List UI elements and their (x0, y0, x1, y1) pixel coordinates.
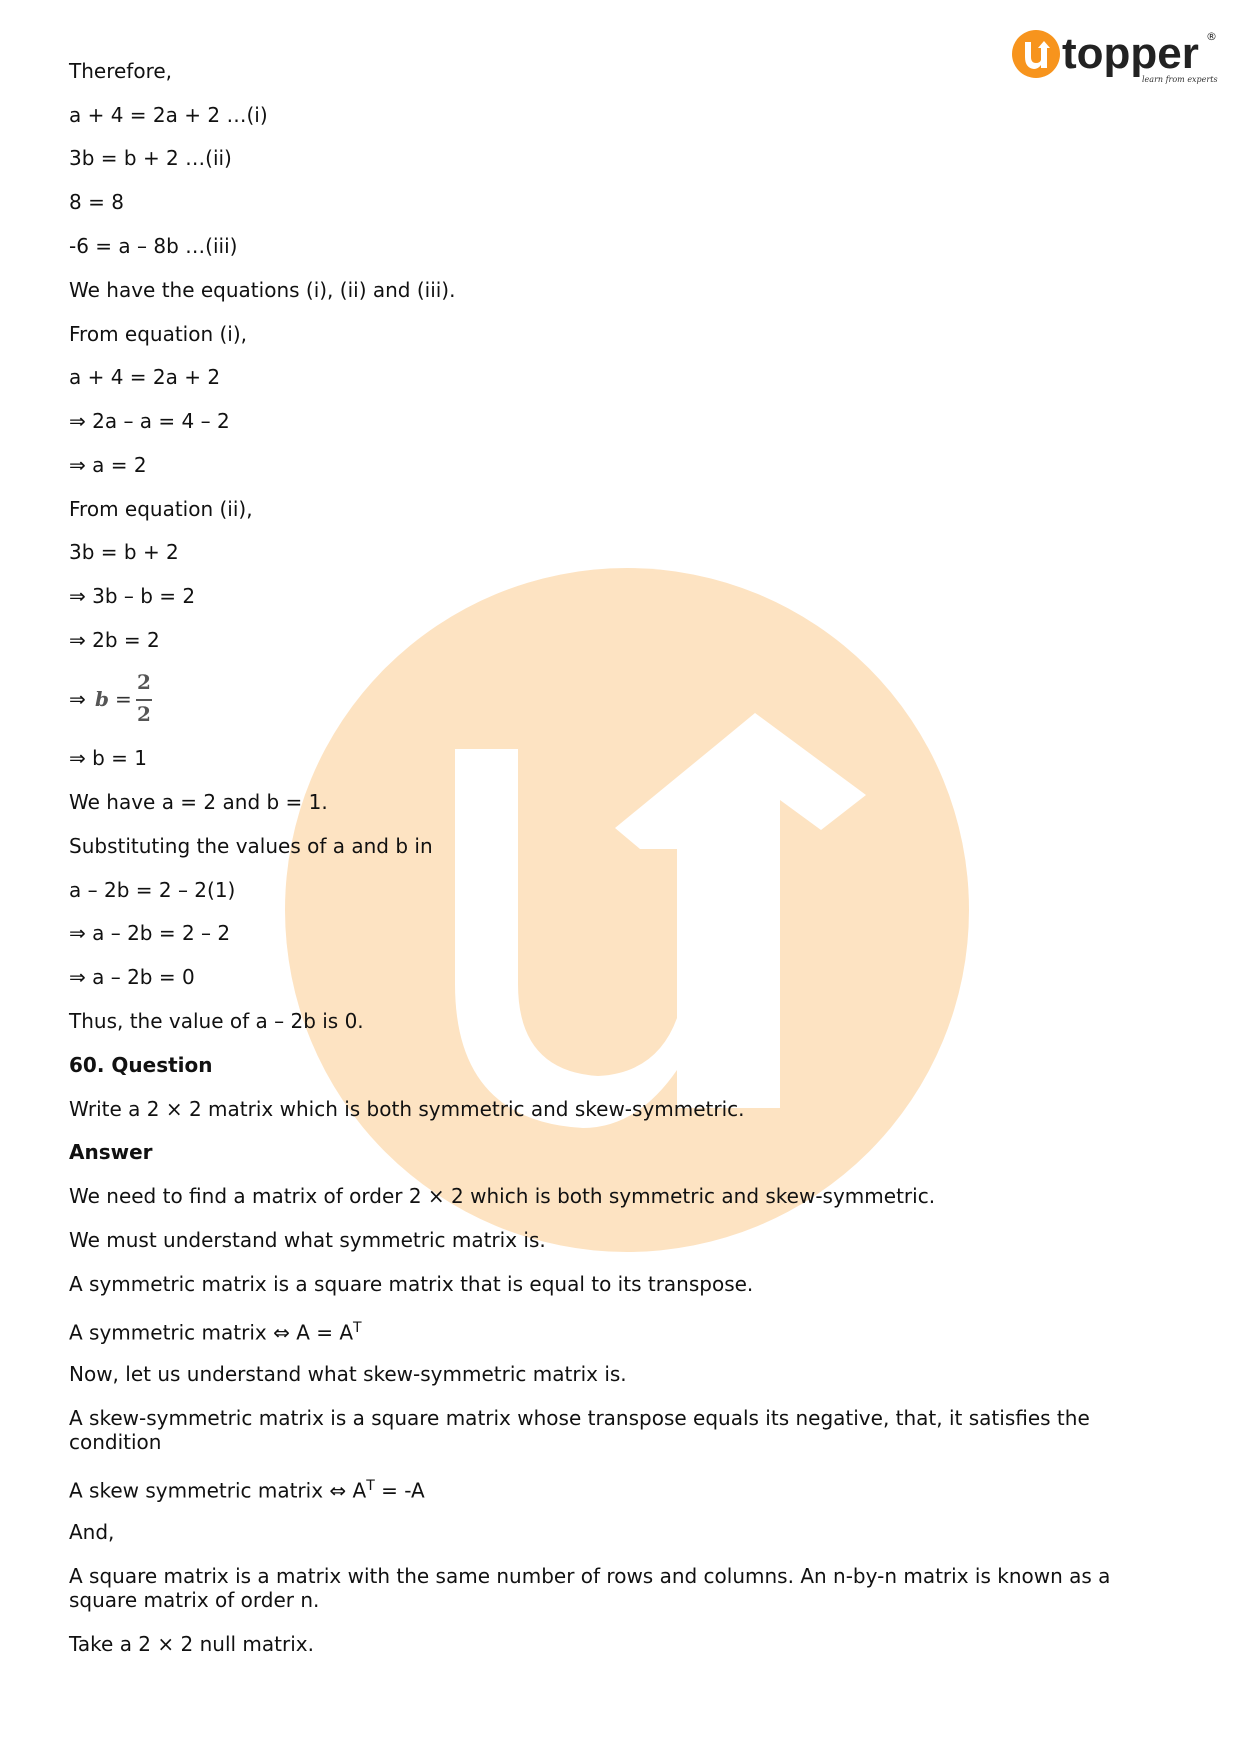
answer-paragraph: A skew-symmetric matrix is a square matrix whose transpose equals its negative, that, it satisfies the condition (69, 1406, 1090, 1454)
question-text: Write a 2 × 2 matrix which is both symmetric and skew-symmetric. (69, 1097, 745, 1121)
topper-logo (1010, 26, 1218, 88)
answer-line: Now, let us understand what skew-symmetric matrix is. (69, 1362, 627, 1386)
text-line: Substituting the values of a and b in (69, 834, 433, 858)
equation-line: -6 = a – 8b …(iii) (69, 234, 238, 258)
equation-line: a + 4 = 2a + 2 (69, 365, 221, 389)
equation-line: a – 2b = 2 – 2(1) (69, 878, 236, 902)
fraction-bar (136, 699, 152, 701)
equation-line: ⇒ 2a – a = 4 – 2 (69, 409, 230, 433)
fraction-denominator: 2 (137, 702, 151, 726)
equation-line: ⇒ b = 1 (69, 746, 148, 770)
skew-symmetric-definition (69, 1474, 1149, 1503)
brand-name: topper (1062, 29, 1199, 78)
answer-line: We must understand what symmetric matrix is. (69, 1228, 546, 1252)
transpose-superscript: T (353, 1320, 362, 1336)
implies-symbol: ⇒ (69, 687, 86, 711)
equation-line: 8 = 8 (69, 190, 124, 214)
fraction-equals: = (115, 687, 132, 711)
topper-logo-icon (1010, 26, 1218, 88)
text-line: Therefore, (69, 59, 173, 83)
fraction-numerator: 2 (137, 670, 151, 694)
equation-line: ⇒ a – 2b = 0 (69, 965, 195, 989)
equation-line: 3b = b + 2 …(ii) (69, 146, 232, 170)
text-line: From equation (ii), (69, 497, 253, 521)
skew-definition-text: A skew symmetric matrix ⇔ A (69, 1478, 367, 1503)
equation-line: ⇒ 2b = 2 (69, 628, 160, 652)
text-line: We have the equations (i), (ii) and (iii). (69, 278, 456, 302)
equation-line: a + 4 = 2a + 2 …(i) (69, 103, 268, 127)
answer-line: Take a 2 × 2 null matrix. (69, 1632, 314, 1656)
fraction-variable: b (95, 687, 109, 711)
text-line: From equation (i), (69, 322, 248, 346)
transpose-superscript: T (366, 1478, 375, 1494)
symmetric-definition-text: A symmetric matrix ⇔ A = A (69, 1320, 354, 1345)
answer-line: We need to find a matrix of order 2 × 2 which is both symmetric and skew-symmetric. (69, 1184, 936, 1208)
answer-line: A symmetric matrix is a square matrix that is equal to its transpose. (69, 1272, 754, 1296)
text-line: Thus, the value of a – 2b is 0. (69, 1009, 364, 1033)
question-heading: 60. Question (69, 1053, 213, 1077)
text-line: We have a = 2 and b = 1. (69, 790, 328, 814)
answer-paragraph: A square matrix is a matrix with the same number of rows and columns. An n-by-n matrix is known as a square matrix of order n. (69, 1564, 1111, 1612)
registered-mark: ® (1206, 30, 1217, 43)
brand-tagline: learn from experts (1142, 75, 1218, 84)
equation-line: ⇒ 3b – b = 2 (69, 584, 196, 608)
symmetric-definition (69, 1316, 1149, 1345)
answer-line: And, (69, 1520, 115, 1544)
equation-line: ⇒ a = 2 (69, 453, 147, 477)
skew-definition-rhs: = -A (374, 1478, 425, 1503)
equation-line: 3b = b + 2 (69, 540, 179, 564)
answer-heading: Answer (69, 1140, 153, 1164)
equation-line: ⇒ a – 2b = 2 – 2 (69, 921, 231, 945)
